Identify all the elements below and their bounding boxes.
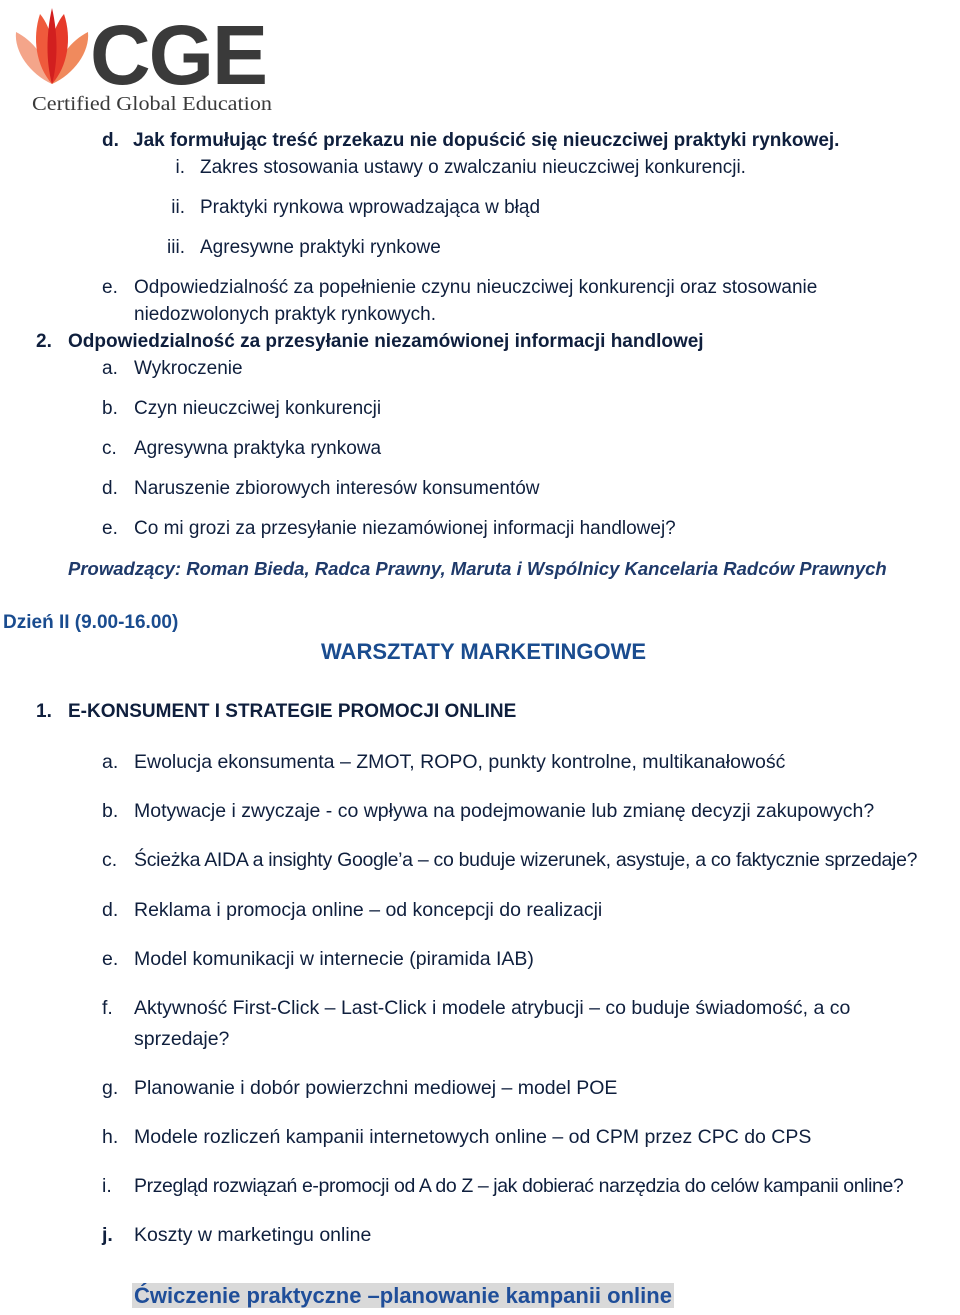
sub-text: Zakres stosowania ustawy o zwalczaniu nieuczciwej konkurencji.	[200, 157, 746, 178]
item-text: Czyn nieuczciwej konkurencji	[134, 398, 382, 419]
exercise-highlight	[132, 1283, 674, 1309]
sub-marker: ii.	[171, 197, 185, 218]
item-text: Jak formułując treść przekazu nie dopuścić się nieuczciwej praktyki rynkowej.	[133, 130, 840, 151]
lotus-flower-icon	[16, 8, 88, 84]
list-item	[102, 478, 540, 500]
item-marker: g.	[102, 1077, 119, 1099]
item-marker: c.	[102, 849, 118, 871]
item-marker: e.	[102, 948, 119, 970]
item-text: Motywacje i zwyczaje - co wpływa na podejmowanie lub zmianę decyzji zakupowych?	[134, 800, 875, 822]
item-marker: e.	[102, 277, 118, 298]
item-text: Planowanie i dobór powierzchni mediowej – model POE	[134, 1077, 618, 1099]
day-label: Dzień II (9.00-16.00)	[3, 612, 179, 633]
workshop-heading: WARSZTATY MARKETINGOWE	[321, 639, 647, 664]
list-item	[102, 750, 786, 774]
item-marker: j.	[102, 1224, 113, 1246]
item-text-line2: niedozwolonych praktyk rynkowych.	[134, 304, 437, 325]
item-text: Model komunikacji w internecie (piramida IAB)	[134, 948, 534, 970]
item-marker: b.	[102, 398, 118, 419]
section-number: 1.	[36, 701, 52, 722]
cge-logo	[10, 4, 275, 116]
sub-marker: iii.	[167, 237, 185, 258]
item-marker: e.	[102, 518, 118, 539]
list-item	[102, 1125, 812, 1149]
item-marker: c.	[102, 438, 117, 459]
sub-marker: i.	[175, 157, 185, 178]
list-item	[102, 898, 603, 922]
item-marker: a.	[102, 358, 118, 379]
section-number: 2.	[36, 331, 52, 352]
item-1d	[102, 130, 840, 152]
item-marker: d.	[102, 899, 119, 921]
item-text: Agresywna praktyka rynkowa	[134, 438, 382, 459]
item-text: Aktywność First-Click – Last-Click i modele atrybucji – co buduje świadomość, a co	[134, 997, 851, 1019]
item-text: Ewolucja ekonsumenta – ZMOT, ROPO, punkty kontrolne, multikanałowość	[134, 751, 786, 773]
sub-text: Agresywne praktyki rynkowe	[200, 237, 441, 258]
list-item	[102, 848, 918, 872]
section-1-heading	[36, 701, 517, 723]
sub-item-ii	[0, 197, 541, 219]
list-item	[102, 438, 382, 460]
sub-item-i	[0, 157, 746, 179]
item-marker: d.	[102, 130, 119, 151]
list-item	[102, 1076, 618, 1100]
list-item	[102, 358, 243, 380]
list-item	[102, 1223, 372, 1247]
list-item	[102, 947, 534, 971]
list-item	[102, 518, 676, 540]
item-text: Modele rozliczeń kampanii internetowych online – od CPM przez CPC do CPS	[134, 1126, 812, 1148]
item-text: Reklama i promocja online – od koncepcji do realizacji	[134, 899, 603, 921]
item-text: Wykroczenie	[134, 358, 243, 379]
logo-tagline: Certified Global Education	[32, 93, 272, 115]
list-item	[102, 799, 875, 823]
item-text: Koszty w marketingu online	[134, 1224, 372, 1246]
item-1e	[102, 277, 818, 325]
section-title: E-KONSUMENT I STRATEGIE PROMOCJI ONLINE	[68, 701, 517, 722]
sub-item-iii	[0, 237, 441, 259]
logo-letters: CGE	[90, 8, 267, 102]
item-text: Przegląd rozwiązań e-promocji od A do Z – jak dobierać narzędzia do celów kampanii online?	[134, 1175, 904, 1197]
section-title: Odpowiedzialność za przesyłanie niezamówionej informacji handlowej	[68, 331, 704, 352]
item-text: Ścieżka AIDA a insighty Google’a – co buduje wizerunek, asystuje, a co faktycznie sprzedaje?	[134, 849, 918, 871]
item-text: Naruszenie zbiorowych interesów konsumentów	[134, 478, 540, 499]
exercise-title: Ćwiczenie praktyczne –planowanie kampanii online	[134, 1283, 672, 1308]
presenter-line: Prowadzący: Roman Bieda, Radca Prawny, Maruta i Wspólnicy Kancelaria Radców Prawnych	[68, 558, 887, 579]
list-item	[102, 398, 382, 420]
section-2-heading	[36, 331, 704, 353]
item-text: Co mi grozi za przesyłanie niezamówionej informacji handlowej?	[134, 518, 676, 539]
sub-text: Praktyki rynkowa wprowadzająca w błąd	[200, 197, 541, 218]
item-marker: b.	[102, 800, 119, 822]
item-marker: h.	[102, 1126, 119, 1148]
item-marker: f.	[102, 997, 113, 1019]
item-marker: d.	[102, 478, 118, 499]
list-item	[102, 996, 851, 1050]
item-marker: a.	[102, 751, 119, 773]
item-text-continued: sprzedaje?	[134, 1028, 230, 1050]
list-item	[102, 1174, 904, 1198]
item-marker: i.	[102, 1175, 112, 1197]
item-text-line1: Odpowiedzialność za popełnienie czynu nieuczciwej konkurencji oraz stosowanie	[134, 277, 818, 298]
